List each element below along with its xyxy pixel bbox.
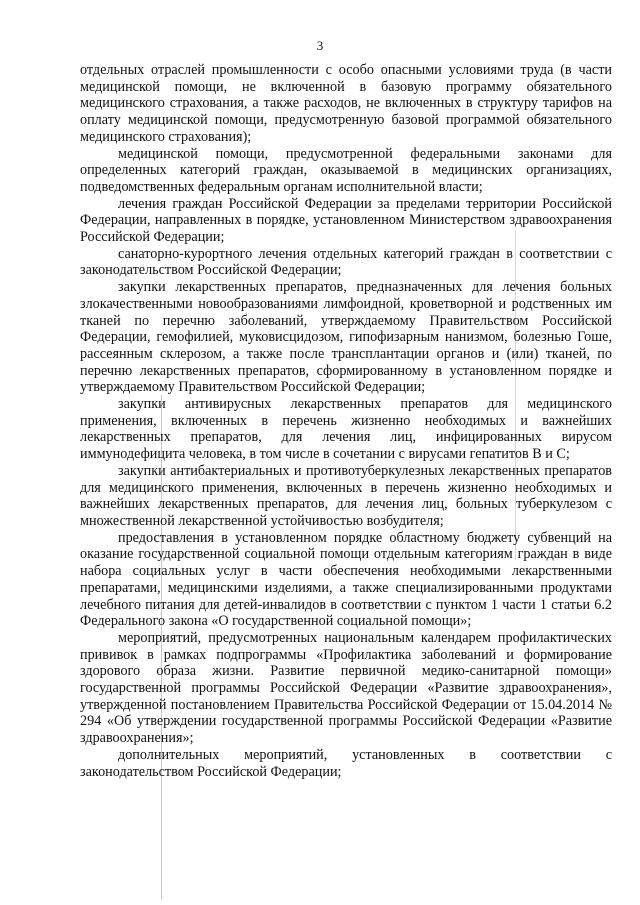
page-number: 3	[316, 38, 324, 53]
paragraph: отдельных отраслей промышленности с особо опасными условиями труда (в части медицинской помощи, не включенной в базовую программу обязательного медицинского страхования, а также расходов, не включенных в структуру тарифов на оплату медицинской помощи, предусмотренную базовой программой обязательного медицинского страхования);	[80, 62, 612, 145]
document-body	[80, 62, 612, 780]
paragraph: санаторно-курортного лечения отдельных категорий граждан в соответствии с законодательством Российской Федерации;	[80, 245, 612, 279]
paragraph: закупки антивирусных лекарственных препаратов для медицинского применения, включенных в перечень жизненно необходимых и важнейших лекарственных препаратов, для лечения лиц, инфицированных вирусом иммунодефицита человека, в том числе в сочетании с вирусами гепатитов В и С;	[80, 396, 612, 463]
paragraph: медицинской помощи, предусмотренной федеральными законами для определенных категорий граждан, оказываемой в медицинских организациях, подведомственных федеральным органам исполнительной власти;	[80, 145, 612, 195]
paragraph: предоставления в установленном порядке областному бюджету субвенций на оказание государственной социальной помощи отдельным категориям граждан в виде набора социальных услуг в части обеспечения необходимыми лекарственными препаратами, медицинскими изделиями, а также специализированными продуктами лечебного питания для детей-инвалидов в соответствии с пунктом 1 части 1 статьи 6.2 Федерального закона «О государственной социальной помощи»;	[80, 529, 612, 630]
paragraph: дополнительных мероприятий, установленных в соответствии с законодательством Российской Федерации;	[80, 746, 612, 780]
paragraph: мероприятий, предусмотренных национальным календарем профилактических прививок в рамках подпрограммы «Профилактика заболеваний и формирование здорового образа жизни. Развитие первичной медико-санитарной помощи» государственной программы Российской Федерации «Развитие здравоохранения», утвержденной постановлением Правительства Российской Федерации от 15.04.2014 № 294 «Об утверждении государственной программы Российской Федерации «Развитие здравоохранения»;	[80, 629, 612, 747]
paragraph: закупки лекарственных препаратов, предназначенных для лечения больных злокачественными новообразованиями лимфоидной, кроветворной и родственных им тканей по перечню заболеваний, утверждаемому Правительством Российской Федерации, гемофилией, муковисцидозом, гипофизарным нанизмом, болезнью Гоше, рассеянным склерозом, а также после трансплантации органов и (или) тканей, по перечню лекарственных препаратов, сформированному в установленном порядке и утверждаемому Правительством Российской Федерации;	[80, 279, 612, 396]
paragraph: закупки антибактериальных и противотуберкулезных лекарственных препаратов для медицинского применения, включенных в перечень жизненно необходимых и важнейших лекарственных препаратов, для лечения лиц, больных туберкулезом с множественной лекарственной устойчивостью возбудителя;	[80, 462, 612, 529]
paragraph: лечения граждан Российской Федерации за пределами территории Российской Федерации, направленных в порядке, установленном Министерством здравоохранения Российской Федерации;	[80, 195, 612, 246]
